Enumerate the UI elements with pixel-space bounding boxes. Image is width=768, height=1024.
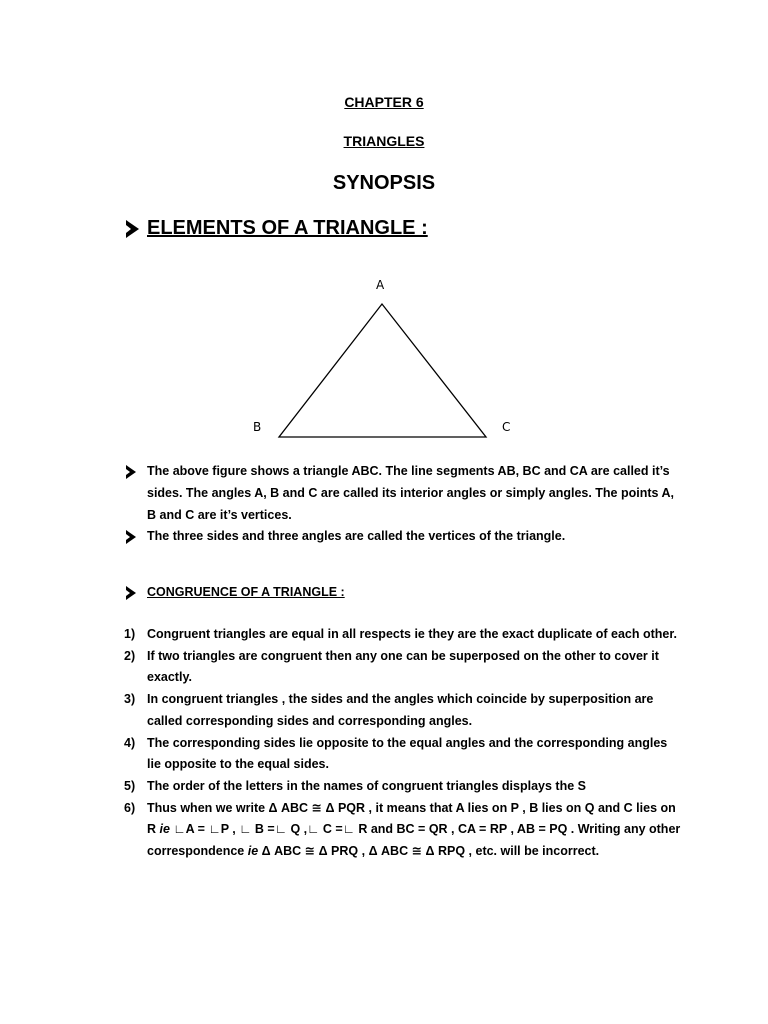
- list-number: 3): [124, 692, 136, 707]
- vertex-label-a: A: [376, 278, 385, 292]
- list-item-text: If two triangles are congruent then any one can be superposed on the other to cover it exactly.: [147, 648, 659, 685]
- arrow-bullet-icon: [126, 220, 139, 238]
- list-item-text-part: ∟A = ∟P , ∟ B =∟ Q ,∟ C =∟ R and BC = QR , CA = RP , AB = PQ . Writing any other correspondence: [147, 822, 681, 859]
- list-item-text: In congruent triangles , the sides and the angles which coincide by superposition are called corresponding sides and corresponding angles.: [147, 692, 654, 728]
- arrow-bullet-icon: [126, 530, 136, 544]
- list-item-text-part: Δ ABC ≅ Δ PRQ , Δ ABC ≅ Δ RPQ , etc. will be incorrect.: [258, 844, 600, 859]
- congruence-list: [124, 624, 684, 863]
- list-item-text: The corresponding sides lie opposite to the equal angles and the corresponding angles lie opposite to the equal sides.: [147, 735, 668, 772]
- paragraph-vertices: [126, 525, 686, 547]
- list-item-text-part: Thus when we write Δ ABC ≅ Δ PQR , it means that A lies on P , B lies on Q and C lies on R: [147, 800, 676, 837]
- list-item: [124, 733, 684, 776]
- elements-heading: [126, 217, 428, 240]
- list-number: 2): [124, 648, 136, 663]
- congruence-heading: [126, 581, 686, 603]
- list-item-italic-ie: ie: [159, 822, 170, 837]
- triangle-abc: [279, 304, 486, 437]
- list-number: 5): [124, 778, 136, 793]
- paragraph-text: The above figure shows a triangle ABC. The line segments AB, BC and CA are called it’s sides. The angles A, B and C are called its interior angles or simply angles. The points A, B and C are it’s vertices.: [147, 464, 674, 522]
- list-item: [124, 624, 684, 646]
- triangle-figure: [240, 270, 530, 450]
- synopsis-heading: SYNOPSIS: [332, 172, 436, 194]
- list-number: 4): [124, 735, 136, 750]
- arrow-bullet-icon: [126, 465, 136, 479]
- paragraph-text: The three sides and three angles are called the vertices of the triangle.: [147, 529, 566, 543]
- congruence-heading-text: CONGRUENCE OF A TRIANGLE :: [147, 585, 345, 599]
- list-item: [124, 776, 684, 798]
- chapter-title: CHAPTER 6: [344, 94, 424, 110]
- elements-heading-text: ELEMENTS OF A TRIANGLE :: [147, 217, 428, 239]
- list-item-text: The order of the letters in the names of congruent triangles displays the S: [147, 778, 586, 793]
- chapter-subtitle: TRIANGLES: [343, 133, 425, 149]
- list-item: [124, 646, 684, 689]
- list-item-text: Congruent triangles are equal in all respects ie they are the exact duplicate of each other.: [147, 627, 678, 641]
- list-item: [124, 689, 684, 732]
- arrow-bullet-icon: [126, 586, 136, 600]
- vertex-label-c: C: [502, 420, 511, 434]
- list-item: [124, 798, 684, 863]
- paragraph-triangle-description: [126, 460, 686, 526]
- list-number: 1): [124, 627, 136, 641]
- vertex-label-b: B: [253, 420, 262, 434]
- list-item-italic-ie: ie: [247, 844, 259, 859]
- list-number: 6): [124, 800, 136, 815]
